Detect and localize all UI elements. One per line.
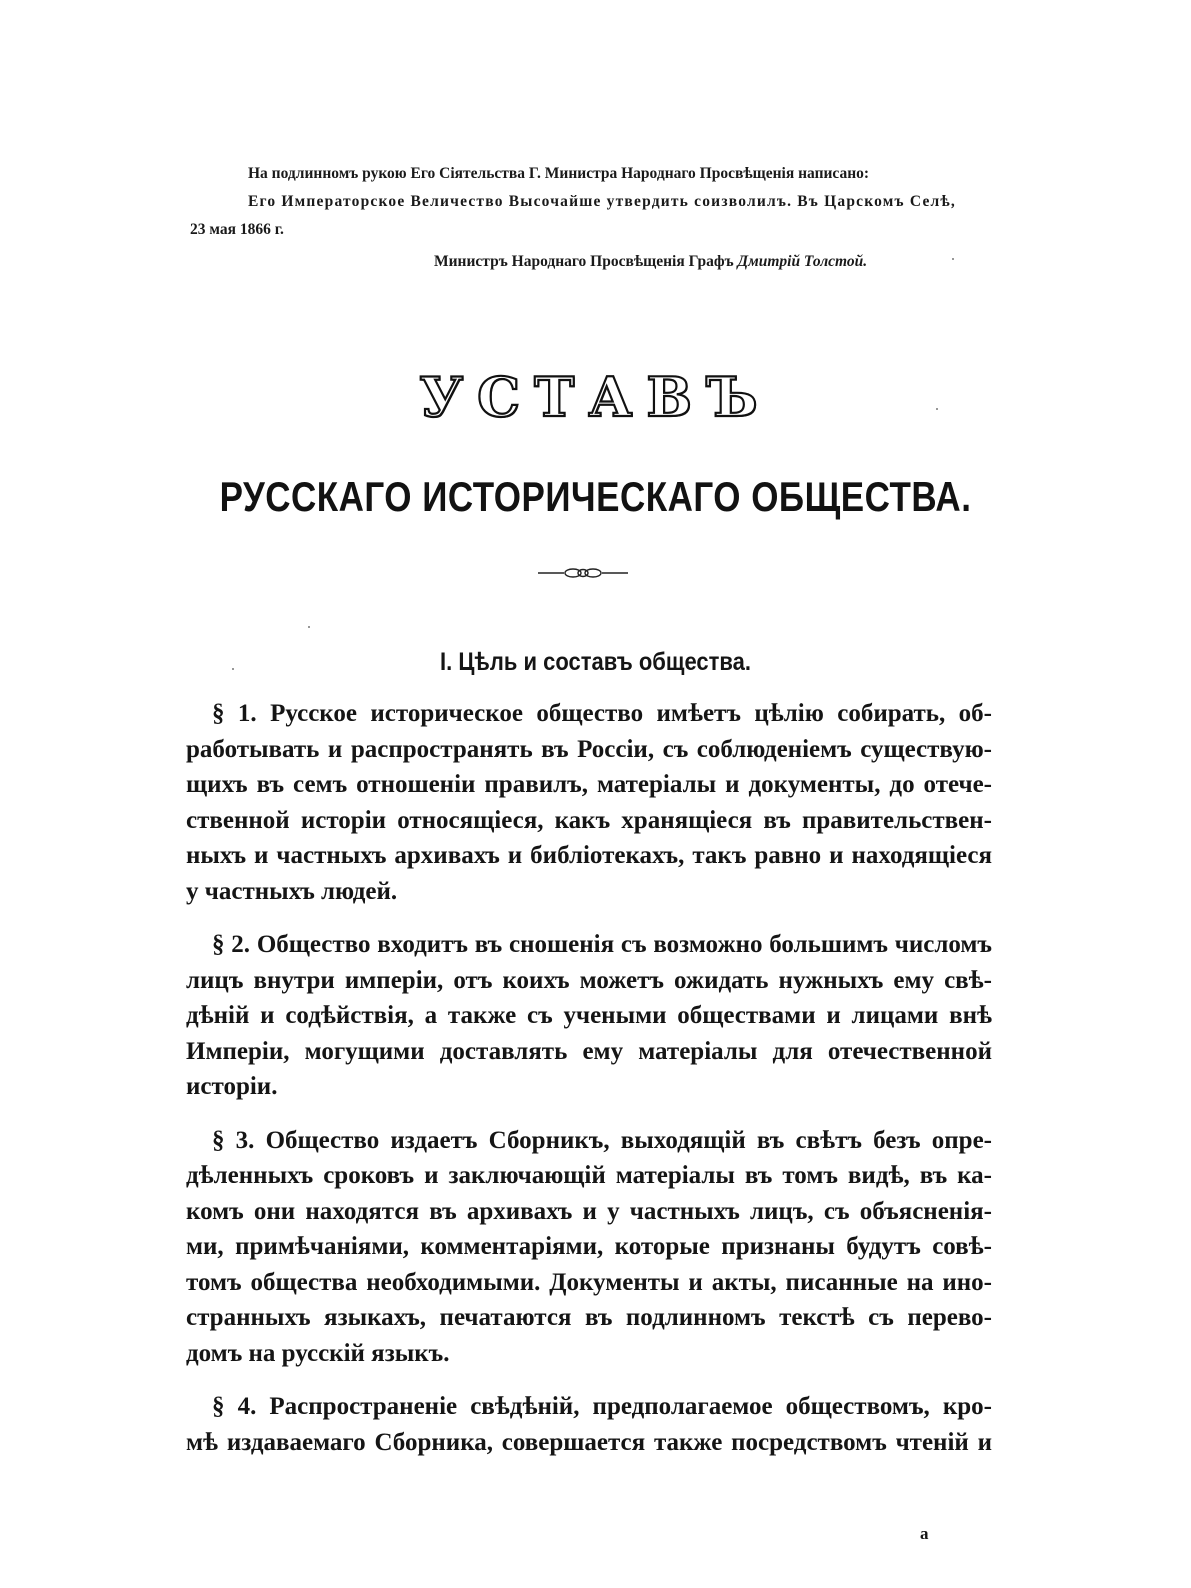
decree-date: 23 мая 1866 г. <box>190 221 284 238</box>
paragraph-line: ныхъ и частныхъ архивахъ и библіотекахъ, такъ равно и находящіеся <box>186 842 992 869</box>
decree-signature <box>186 248 1006 276</box>
paragraph-line: комъ они находятся въ архивахъ и у частныхъ лицъ, съ объясненія- <box>186 1197 992 1225</box>
statute-body <box>186 696 992 1460</box>
paragraph-line: домъ на русскій языкъ. <box>186 1339 450 1367</box>
paragraph-line: ственной исторіи относящіеся, какъ хранящіеся въ правительствен- <box>186 806 992 834</box>
paper-speck <box>232 668 234 670</box>
decree-line-2-text: Его Императорское Величество Высочайше утвердить соизволилъ. Въ Царскомъ Селѣ, <box>248 193 957 210</box>
paragraph-line: у частныхъ людей. <box>186 877 398 905</box>
paragraph-3 <box>186 1123 992 1372</box>
paragraph-4 <box>186 1389 992 1460</box>
paragraph-line: § 3. Общество издаетъ Сборникъ, выходящій въ свѣтъ безъ опре- <box>212 1126 992 1154</box>
section-heading: I. Цѣль и составъ общества. <box>440 647 751 676</box>
paragraph-1 <box>186 696 992 909</box>
decree-line-2 <box>186 188 1006 216</box>
paragraph-line: Имперіи, могущими доставлять ему матеріалы для отечественной <box>186 1037 992 1065</box>
paragraph-line: работывать и распространять въ Россіи, съ соблюденіемъ существую- <box>186 735 992 763</box>
paragraph-line: § 2. Общество входитъ въ сношенія съ возможно большимъ числомъ <box>212 931 992 958</box>
decree-signature-name: Дмитрій Толстой. <box>737 253 868 270</box>
decree-line-1: На подлинномъ рукою Его Сіятельства Г. Министра Народнаго Просвѣщенія написано: <box>248 165 870 182</box>
paragraph-line: дѣленныхъ сроковъ и заключающій матеріалы въ томъ видѣ, въ ка- <box>186 1162 992 1189</box>
paper-speck <box>936 408 938 410</box>
paragraph-line: мѣ издаваемаго Сборника, совершается также посредствомъ чтеній и <box>186 1428 992 1456</box>
paragraph-line: щихъ въ семъ отношеніи правилъ, матеріалы и документы, до отече- <box>186 771 992 798</box>
ornament-divider-icon <box>538 566 628 580</box>
paragraph-line: лицъ внутри имперіи, отъ коихъ можетъ ожидать нужныхъ ему свѣ- <box>186 966 992 994</box>
paper-speck <box>952 258 954 260</box>
paragraph-2 <box>186 927 992 1105</box>
document-subtitle: РУССКАГО ИСТОРИЧЕСКАГО ОБЩЕСТВА. <box>219 474 972 521</box>
paper-speck <box>308 626 310 628</box>
signature-mark: a <box>920 1524 929 1543</box>
paragraph-line: томъ общества необходимыми. Документы и акты, писанные на ино- <box>186 1268 992 1296</box>
paragraph-line: § 4. Распространеніе свѣдѣній, предполагаемое обществомъ, кро- <box>212 1393 992 1420</box>
paragraph-line: ми, примѣчаніями, комментаріями, которые признаны будутъ совѣ- <box>186 1233 992 1260</box>
paragraph-line: дѣній и содѣйствія, а также съ учеными обществами и лицами внѣ <box>186 1002 992 1029</box>
paragraph-line: странныхъ языкахъ, печатаются въ подлинномъ текстѣ съ перево- <box>186 1304 992 1331</box>
paragraph-line: исторіи. <box>186 1073 278 1100</box>
document-title: УСТАВЪ <box>419 365 772 429</box>
paragraph-line: § 1. Русское историческое общество имѣетъ цѣлію собирать, об- <box>212 700 992 727</box>
decree-signature-title: Министръ Народнаго Просвѣщенія Графъ <box>434 253 734 270</box>
decree-header <box>186 160 1006 276</box>
